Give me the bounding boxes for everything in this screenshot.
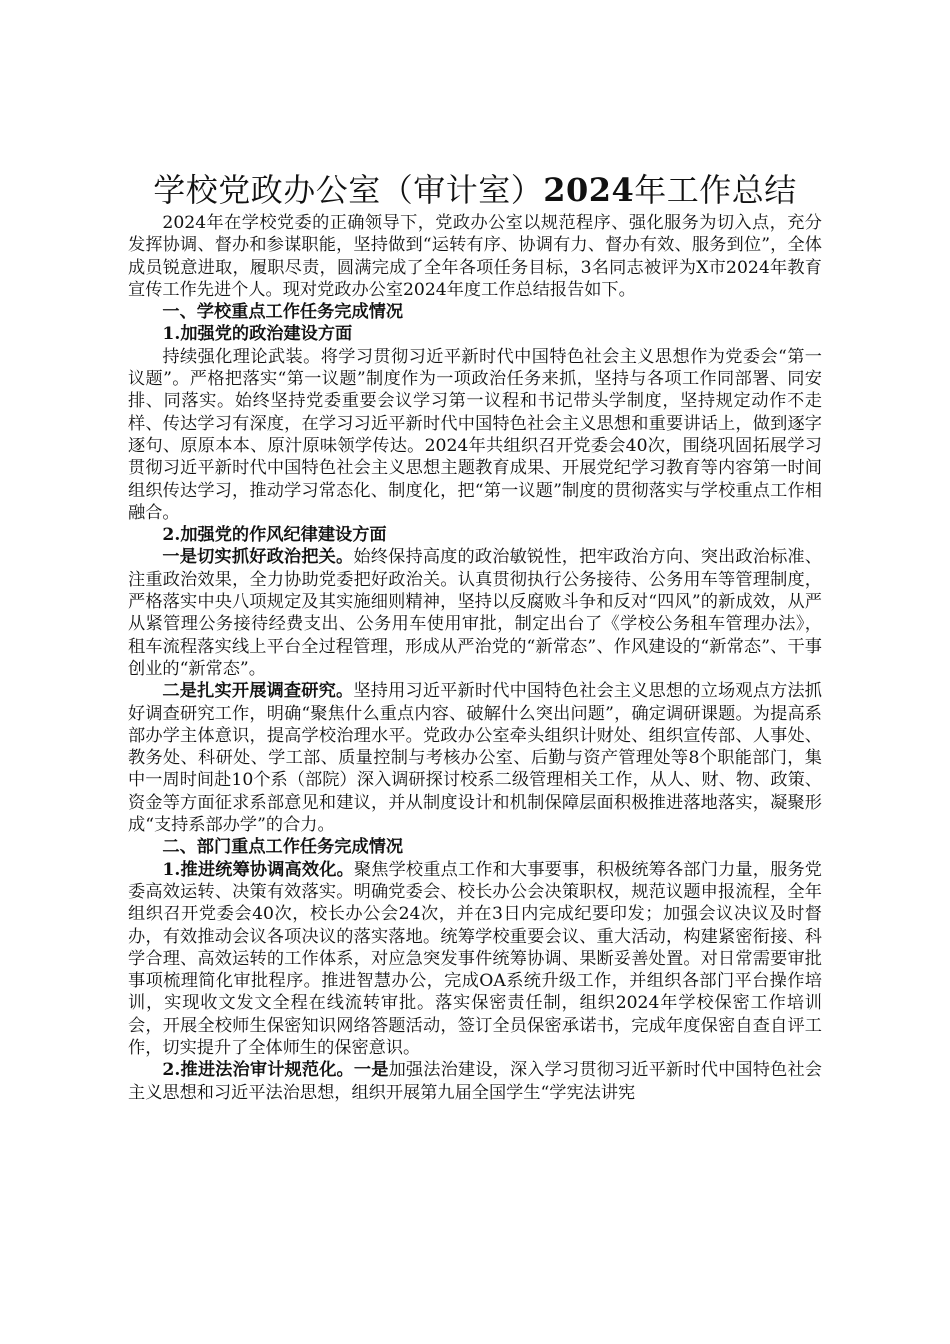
paragraph-body: 坚持用习近平新时代中国特色社会主义思想的立场观点方法抓好调查研究工作，明确“聚焦什么重点内容、破解什么突出问题”，确定调研课题。为提高系部办学主体意识，提高学校治理水平。党政办公室牵头组织计财处、组织宣传部、人事处、教务处、科研处、学工部、质量控制与考核办公室、后勤与资产管理处等8个职能部门，集中一周时间赴10个系（部院）深入调研探讨校系二级管理相关工作，从人、财、物、政策、资金等方面征求系部意见和建议，并从制度设计和机制保障层面积极推进落地落实，凝聚形成“支持系部办学”的合力。 bbox=[128, 681, 822, 836]
paragraph-lead: 2.推进法治审计规范化。 bbox=[162, 1060, 354, 1081]
section2-heading: 二、部门重点工作任务完成情况 bbox=[162, 837, 404, 858]
section1-sub2-paragraph-1 bbox=[128, 546, 822, 680]
paragraph-body: 聚焦学校重点工作和大事要事，积极统筹各部门力量，服务党委高效运转、决策有效落实。明确党委会、校长办公会决策职权，规范议题申报流程，全年组织召开党委会40次，校长办公会24次，并在3日内完成纪要印发；加强会议决议及时督办，有效推动会议各项决议的落实落地。统筹学校重要会议、重大活动，构建紧密衔接、科学合理、高效运转的工作体系，对应急突发事件统筹协调、果断妥善处置。对日常需要审批事项梳理简化审批程序。推进智慧办公，完成OA系统升级工作，并组织各部门平台操作培训，实现收文发文全程在线流转审批。落实保密责任制，组织2024年学校保密工作培训会，开展全校师生保密知识网络答题活动，签订全员保密承诺书，完成年度保密自查自评工作，切实提升了全体师生的保密意识。 bbox=[128, 859, 822, 1058]
section1-sub2-heading: 2.加强党的作风纪律建设方面 bbox=[162, 525, 387, 546]
section2-paragraph-2 bbox=[128, 1059, 822, 1104]
section1-sub1-paragraph: 持续强化理论武装。将学习贯彻习近平新时代中国特色社会主义思想作为党委会“第一议题”。严格把落实“第一议题”制度作为一项政治任务来抓，坚持与各项工作同部署、同安排、同落实。始终坚持党委重要会议学习第一议程和书记带头学制度，坚持规定动作不走样、传达学习有深度，在学习习近平新时代中国特色社会主义思想和重要讲话上，做到逐字逐句、原原本本、原汁原味领学传达。2024年共组织召开党委会40次，围绕巩固拓展学习贯彻习近平新时代中国特色社会主义思想主题教育成果、开展党纪学习教育等内容第一时间组织传达学习，推动学习常态化、制度化，把“第一议题”制度的贯彻落实与学校重点工作相融合。 bbox=[128, 346, 822, 523]
paragraph-lead-secondary: 一是 bbox=[353, 1060, 389, 1081]
document-title bbox=[128, 170, 822, 210]
section2-paragraph-1 bbox=[128, 859, 822, 1060]
section1-sub1-heading: 1.加强党的政治建设方面 bbox=[162, 324, 353, 345]
section1-heading: 一、学校重点工作任务完成情况 bbox=[162, 302, 404, 323]
paragraph-lead: 二是扎实开展调查研究。 bbox=[162, 681, 354, 702]
title-main: 学校党政办公室（审计室） bbox=[153, 171, 544, 209]
paragraph-lead: 1.推进统筹协调高效化。 bbox=[162, 859, 354, 880]
intro-paragraph: 2024年在学校党委的正确领导下，党政办公室以规范程序、强化服务为切入点，充分发挥协调、督办和参谋职能，坚持做到“运转有序、协调有力、督办有效、服务到位”，全体成员锐意进取，履职尽责，圆满完成了全年各项任务目标，3名同志被评为X市2024年教育宣传工作先进个人。现对党政办公室2024年度工作总结报告如下。 bbox=[128, 213, 822, 300]
document-page bbox=[128, 170, 822, 1104]
paragraph-body: 始终保持高度的政治敏锐性，把牢政治方向、突出政治标准、注重政治效果，全力协助党委把好政治关。认真贯彻执行公务接待、公务用车等管理制度，严格落实中央八项规定及其实施细则精神，坚持以反腐败斗争和反对“四风”的新成效，从严从紧管理公务接待经费支出、公务用车使用审批，制定出台了《学校公务租车管理办法》，租车流程落实线上平台全过程管理，形成从严治党的“新常态”、作风建设的“新常态”、干事创业的“新常态”。 bbox=[128, 547, 822, 679]
title-year: 2024 bbox=[543, 171, 635, 209]
title-tail: 年工作总结 bbox=[634, 171, 797, 209]
paragraph-lead: 一是切实抓好政治把关。 bbox=[162, 547, 354, 568]
paragraph-body: 加强法治建设，深入学习贯彻习近平新时代中国特色社会主义思想和习近平法治思想，组织开展第九届全国学生“学宪法讲宪 bbox=[128, 1060, 822, 1103]
section1-sub2-paragraph-2 bbox=[128, 680, 822, 836]
